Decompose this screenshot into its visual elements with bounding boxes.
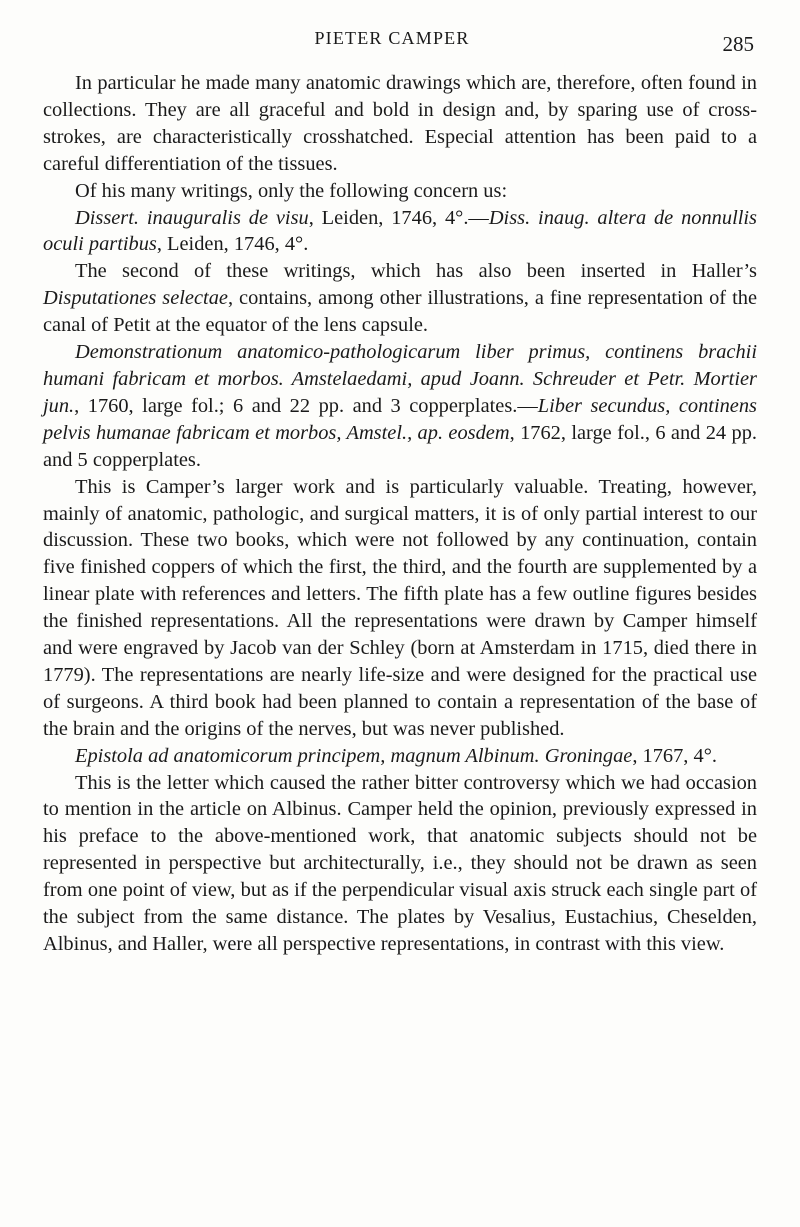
paragraph (43, 770, 757, 958)
text-run: The second of these writings, which has also been inserted in Haller’s (75, 260, 757, 283)
text-run: , 1762, large fol., 6 and 24 pp. and 5 copperplates. (43, 421, 757, 471)
bibliographic-entry (43, 205, 757, 259)
running-title: PIETER CAMPER (314, 28, 470, 48)
text-run: Of his many writings, only the following concern us: (75, 179, 508, 202)
paragraph (43, 258, 757, 339)
text-run: , Leiden, 1746, 4°. (156, 233, 309, 256)
italic-title: Dissert. inauguralis de visu (75, 206, 309, 229)
italic-title: Diss. inaug. altera de nonnullis oculi partibus (43, 206, 757, 256)
paragraph (43, 178, 757, 205)
paragraph (43, 70, 757, 178)
running-head (0, 28, 800, 54)
text-run: , contains, among other illustrations, a fine representation of the canal of Petit at the equator of the lens capsule. (43, 287, 757, 337)
text-run: , Leiden, 1746, 4°.— (308, 206, 489, 229)
text-run: , 1760, large fol.; 6 and 22 pp. and 3 copperplates.— (74, 394, 538, 417)
page-number: 285 (722, 32, 754, 56)
italic-title: Epistola ad anatomicorum principem, magnum Albinum. Groningae (75, 744, 633, 767)
italic-title: Demonstrationum anatomico-pathologicarum liber primus, continens brachii humani fabricam et morbos. Amstelaedami, apud Joann. Schreuder et Petr. Mortier jun. (43, 341, 757, 417)
text-run: This is Camper’s larger work and is particularly valuable. Treating, however, mainly of anatomic, pathologic, and surgical matters, it is of only partial interest to our discussion. These two books, which were not followed by any continuation, contain five finished coppers of which the first, the third, and the fourth are supplemented by a linear plate with references and letters. The fifth plate has a few outline figures besides the finished representations. All the representations were drawn by Camper himself and were engraved by Jacob van der Schley (born at Amsterdam in 1715, died there in 1779). The representations are nearly life-size and were designed for the practical use of surgeons. A third book had been planned to contain a representation of the base of the brain and the origins of the nerves, but was never published. (43, 475, 757, 740)
text-run: , 1767, 4°. (632, 744, 717, 767)
italic-title: Disputationes selectae (43, 287, 228, 310)
bibliographic-entry (43, 743, 757, 770)
body-text (43, 70, 757, 958)
italic-title: Liber secundus, continens pelvis humanae fabricam et morbos, Amstel., ap. eosdem (43, 394, 757, 444)
text-run: In particular he made many anatomic drawings which are, therefore, often found in collections. They are all graceful and bold in design and, by sparing use of cross-strokes, are characteristically crosshatched. Especial attention has been paid to a careful differentiation of the tissues. (43, 72, 757, 175)
bibliographic-entry (43, 339, 757, 474)
paragraph (43, 474, 757, 743)
text-run: This is the letter which caused the rather bitter controversy which we had occasion to mention in the article on Albinus. Camper held the opinion, previously expressed in his preface to the above-mentioned work, that anatomic subjects should not be represented in perspective but architecturally, i.e., they should not be drawn as seen from one point of view, but as if the perpendicular visual axis struck each single part of the subject from the same distance. The plates by Vesalius, Eustachius, Cheselden, Albinus, and Haller, were all perspective representations, in contrast with this view. (43, 771, 757, 955)
